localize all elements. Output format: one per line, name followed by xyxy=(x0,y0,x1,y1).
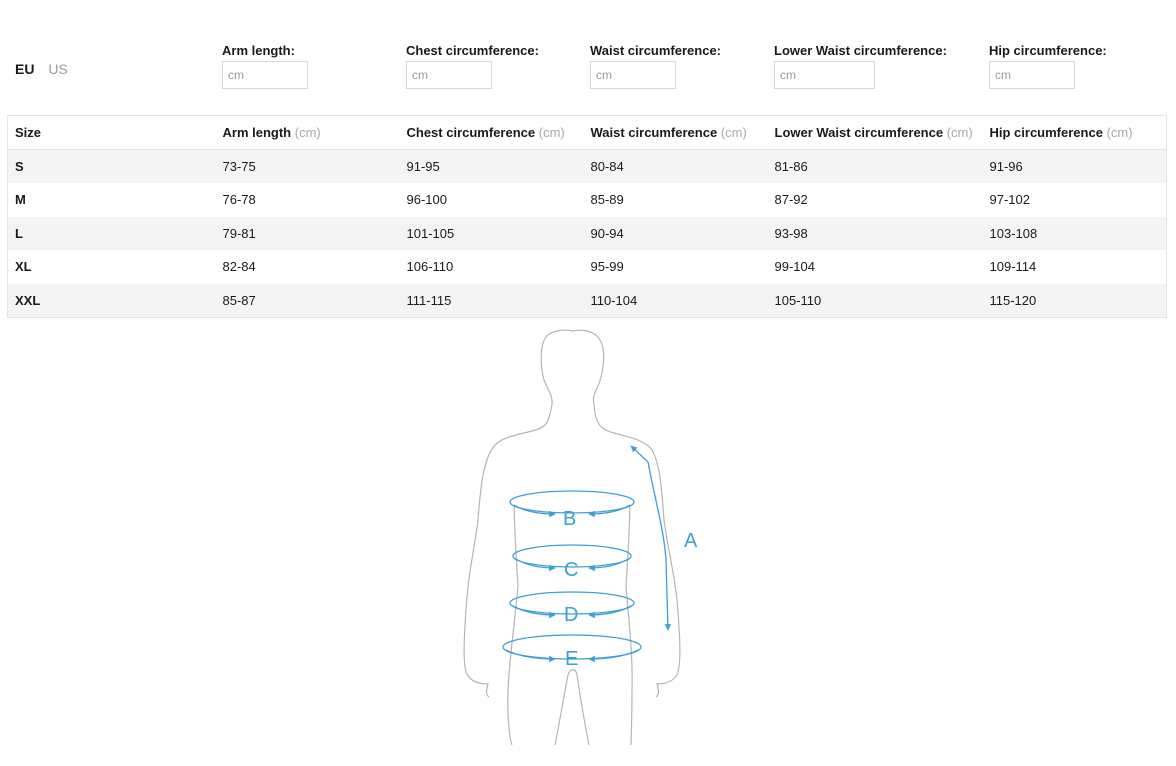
size-cell: L xyxy=(15,225,23,241)
label-e: E xyxy=(565,648,579,670)
arm-length-cell: 79-81 xyxy=(222,225,256,241)
table-row xyxy=(8,250,1167,284)
body-measurement-figure xyxy=(440,325,720,750)
table-row xyxy=(8,183,1167,217)
waist-cell: 95-99 xyxy=(590,259,624,275)
column-header-size xyxy=(8,116,216,150)
chest-cell: 111-115 xyxy=(406,292,452,308)
chest-cell: 91-95 xyxy=(406,159,440,174)
filter-label: Chest circumference: xyxy=(406,43,539,58)
filter-hip xyxy=(989,43,1107,89)
table-header-row xyxy=(8,116,1167,150)
lower-waist-cell: 93-98 xyxy=(774,225,808,241)
filter-waist xyxy=(590,43,721,89)
hip-cell: 91-96 xyxy=(989,159,1023,174)
chest-cell: 96-100 xyxy=(406,192,447,208)
arm-length-cell: 82-84 xyxy=(222,259,256,275)
filter-label: Hip circumference: xyxy=(989,43,1107,58)
hip-cell: 109-114 xyxy=(989,259,1037,275)
column-unit: (cm) xyxy=(1106,125,1133,140)
table-row xyxy=(8,217,1167,251)
column-name: Hip circumference xyxy=(989,125,1103,140)
label-b: B xyxy=(563,508,577,530)
lower-waist-cell: 105-110 xyxy=(774,292,822,308)
arm-length-cell: 76-78 xyxy=(222,192,256,208)
column-header-waist xyxy=(584,116,768,150)
arm-length-input[interactable] xyxy=(222,61,308,89)
size-cell: S xyxy=(15,159,24,174)
column-header-lower-waist xyxy=(768,116,983,150)
filter-label: Lower Waist circumference: xyxy=(774,43,947,58)
lower-waist-cell: 87-92 xyxy=(774,192,808,208)
column-unit: (cm) xyxy=(946,125,973,140)
filter-lower-waist xyxy=(774,43,947,89)
waist-cell: 110-104 xyxy=(590,292,638,308)
size-chart-table xyxy=(7,115,1167,318)
column-name: Arm length xyxy=(222,125,292,140)
filter-chest xyxy=(406,43,539,89)
hip-input[interactable] xyxy=(989,61,1075,89)
table-row xyxy=(8,150,1167,184)
column-header-hip xyxy=(983,116,1167,150)
size-cell: M xyxy=(15,192,26,208)
column-header-chest xyxy=(400,116,584,150)
hip-cell: 115-120 xyxy=(989,292,1037,308)
unit-us-toggle[interactable]: US xyxy=(48,61,68,77)
chest-cell: 106-110 xyxy=(406,259,454,275)
column-unit: (cm) xyxy=(538,125,565,140)
table-row xyxy=(8,284,1167,318)
column-name: Chest circumference xyxy=(406,125,536,140)
column-unit: (cm) xyxy=(720,125,747,140)
filter-arm-length xyxy=(222,43,308,89)
column-unit: (cm) xyxy=(294,125,321,140)
waist-cell: 85-89 xyxy=(590,192,624,208)
arm-length-cell: 85-87 xyxy=(222,292,256,308)
label-a: A xyxy=(684,530,698,552)
body-outline xyxy=(464,330,680,745)
chest-cell: 101-105 xyxy=(406,225,455,241)
column-name: Waist circumference xyxy=(590,125,718,140)
filter-label: Waist circumference: xyxy=(590,43,722,58)
chest-input[interactable] xyxy=(406,61,492,89)
column-name: Lower Waist circumference xyxy=(774,125,944,140)
arm-length-cell: 73-75 xyxy=(222,159,256,174)
unit-toggle xyxy=(15,61,78,77)
column-name: Size xyxy=(15,125,42,140)
unit-eu-toggle[interactable]: EU xyxy=(15,61,35,77)
label-d: D xyxy=(564,604,579,626)
size-cell: XL xyxy=(15,259,32,275)
lower-waist-cell: 99-104 xyxy=(774,259,815,275)
lower-waist-cell: 81-86 xyxy=(774,159,808,174)
hip-cell: 97-102 xyxy=(989,192,1030,208)
arm-length-indicator xyxy=(631,446,668,630)
waist-input[interactable] xyxy=(590,61,676,89)
lower-waist-input[interactable] xyxy=(774,61,875,89)
waist-cell: 90-94 xyxy=(590,225,624,241)
hip-cell: 103-108 xyxy=(989,225,1038,241)
column-header-arm-length xyxy=(216,116,400,150)
waist-cell: 80-84 xyxy=(590,159,624,174)
size-cell: XXL xyxy=(15,292,41,308)
label-c: C xyxy=(564,559,579,581)
filter-label: Arm length: xyxy=(222,43,295,58)
